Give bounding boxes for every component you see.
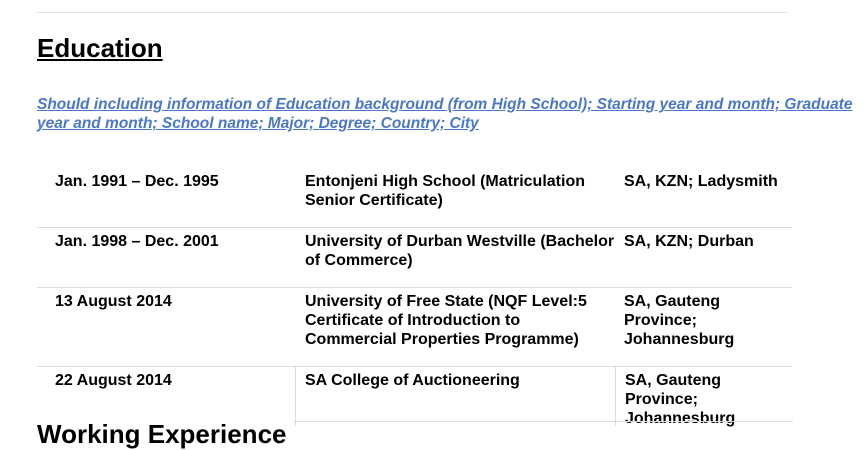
table-bottom-border: [293, 421, 793, 422]
date-range: Jan. 1991 – Dec. 1995: [55, 173, 219, 190]
school-name: University of Free State (NQF Level:5 Certificate of Introduction to Commercial Properties Programme): [305, 293, 587, 348]
school-name: Entonjeni High School (Matriculation Senior Certificate): [305, 173, 585, 209]
location: SA, Gauteng Province; Johannesburg: [624, 293, 735, 348]
school-name: University of Durban Westville (Bachelor of Commerce): [305, 233, 615, 269]
table-row: [37, 228, 792, 288]
location: SA, KZN; Ladysmith: [624, 173, 778, 190]
next-section-title: Working Experience: [37, 419, 287, 449]
date-range: 22 August 2014: [55, 372, 172, 389]
top-divider: [37, 12, 787, 13]
location: SA, KZN; Durban: [624, 233, 754, 250]
date-range: Jan. 1998 – Dec. 2001: [55, 233, 219, 250]
school-name: SA College of Auctioneering: [295, 367, 615, 426]
location: SA, Gauteng Province; Johannesburg: [615, 367, 792, 426]
table-row: [37, 168, 792, 228]
table-row: [37, 288, 792, 367]
instructions-link[interactable]: Should including information of Education background (from High School); Starting year and month; Graduate year and month; School name; Major; Degree; Country; City: [37, 96, 853, 132]
education-table: [37, 168, 792, 426]
date-range: 13 August 2014: [55, 293, 172, 310]
section-title: Education: [37, 33, 163, 63]
